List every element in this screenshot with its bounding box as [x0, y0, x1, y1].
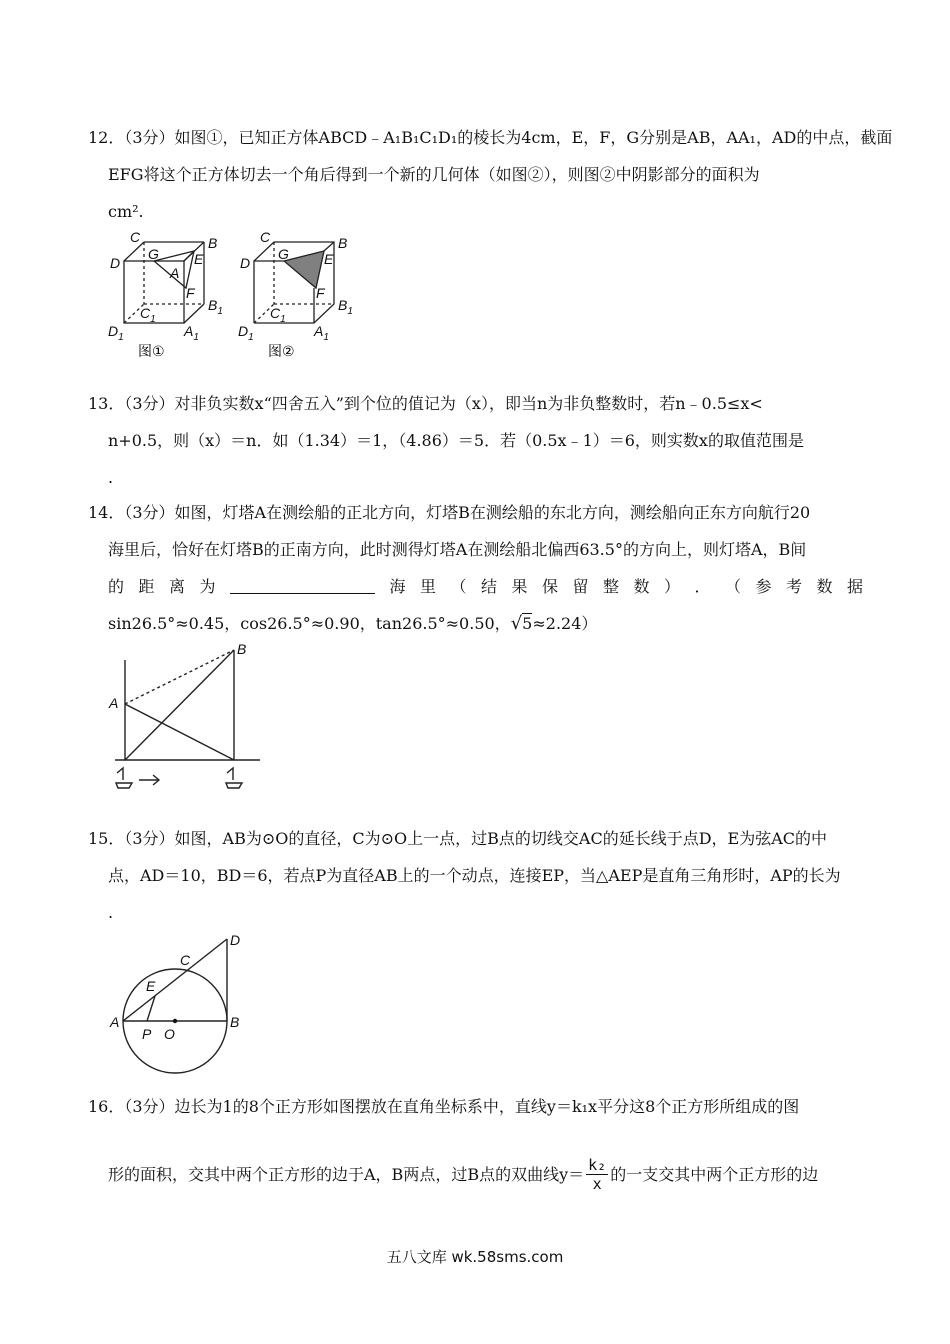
- q13-line2: n+0.5，则（x）＝n．如（1.34）＝1，（4.86）＝5．若（0.5x﹣1）＝6，则实数x的取值范围是: [108, 431, 804, 450]
- q15-figure: [104, 925, 254, 1075]
- svg-text:G: G: [278, 246, 289, 262]
- answer-blank[interactable]: [230, 577, 375, 594]
- label-G: G: [148, 246, 159, 262]
- svg-text:C: C: [260, 229, 271, 245]
- label-A: A: [109, 695, 119, 711]
- label-D: D: [230, 932, 241, 948]
- label-B: B: [230, 1014, 240, 1030]
- label-A: A: [110, 1014, 120, 1030]
- q14-line3: 的 距 离 为 海 里 （ 结 果 保 留 整 数 ） ． （ 参 考 数 据: [108, 577, 863, 596]
- label-E: E: [146, 978, 156, 994]
- svg-text:D: D: [240, 255, 251, 271]
- svg-text:C1: $C_1$: [270, 305, 286, 325]
- q13-line1: 13．（3分）对非负实数x“四舍五入”到个位的值记为（x），即当n为非负整数时，若n﹣0.5≤x<: [88, 394, 763, 413]
- q15-line1: 15．（3分）如图，AB为⊙O的直径，C为⊙O上一点，过B点的切线交AC的延长线于点D，E为弦AC的中: [88, 829, 828, 848]
- q14-line1: 14．（3分）如图，灯塔A在测绘船的正北方向，灯塔B在测绘船的东北方向，测绘船向正东方向航行20: [88, 503, 811, 522]
- q12-figures: [104, 228, 374, 364]
- label-P: P: [142, 1026, 152, 1042]
- cube-figure-2: [254, 242, 334, 323]
- q16-line2: 形的面积，交其中两个正方形的边于A，B两点，过B点的双曲线y＝ $\frac{\text{k₂}}{x}$ 的一支交其中两个正方形的边: [108, 1156, 819, 1193]
- q15-line2: 点，AD＝10，BD＝6，若点P为直径AB上的一个动点，连接EP，当△AEP是直角三角形时，AP的长为: [108, 866, 841, 885]
- q16-line1: 16．（3分）边长为1的8个正方形如图摆放在直角坐标系中，直线y＝k₁x平分这8个正方形所组成的图: [88, 1097, 800, 1116]
- label-D1: $D_1$: [108, 323, 124, 343]
- label-F: F: [186, 285, 195, 301]
- svg-text:A1: $A_1$: [314, 323, 329, 343]
- label-O: O: [164, 1026, 175, 1042]
- label-C: C: [130, 229, 141, 245]
- q15-line3: .: [108, 903, 114, 922]
- q12-line1: 12．（3分）如图①，已知正方体ABCD﹣A₁B₁C₁D₁的棱长为4cm，E，F，G分别是AB，AA₁，AD的中点，截面: [88, 128, 893, 147]
- label-A: A: [170, 265, 180, 281]
- label-E: E: [194, 251, 204, 267]
- label-C: C: [180, 952, 191, 968]
- q14-line2: 海里后，恰好在灯塔B的正南方向，此时测得灯塔A在测绘船北偏西63.5°的方向上，则灯塔A，B间: [108, 540, 807, 559]
- q12-line3: cm².: [108, 202, 144, 221]
- label-C1: $C_1$: [140, 305, 156, 325]
- svg-text:E: E: [324, 251, 334, 267]
- svg-text:B: B: [338, 235, 348, 251]
- svg-text:D1: $D_1$: [238, 323, 254, 343]
- svg-text:B1: $B_1$: [338, 297, 353, 317]
- cube-figure-1: [124, 242, 204, 323]
- q14-line4: sin26.5°≈0.45，cos26.5°≈0.90，tan26.5°≈0.50，√5≈2.24）: [108, 613, 598, 634]
- svg-text:F: F: [316, 285, 325, 301]
- label-B: B: [208, 235, 218, 251]
- q14-figure: [105, 640, 270, 800]
- fig2-caption: 图②: [268, 343, 295, 359]
- label-A1: $A_1$: [184, 323, 199, 343]
- fig1-caption: 图①: [138, 343, 165, 359]
- label-B: B: [237, 641, 247, 657]
- label-D: D: [110, 255, 121, 271]
- q12-line2: EFG将这个正方体切去一个角后得到一个新的几何体（如图②），则图②中阴影部分的面积为: [108, 165, 760, 184]
- fraction-k2-over-x: $\frac{\text{k₂}}{x}$: [588, 1156, 607, 1193]
- q13-line3: .: [108, 468, 114, 487]
- label-B1: $B_1$: [208, 297, 223, 317]
- footer-watermark: 五八文库 wk.58sms.com: [386, 1248, 564, 1266]
